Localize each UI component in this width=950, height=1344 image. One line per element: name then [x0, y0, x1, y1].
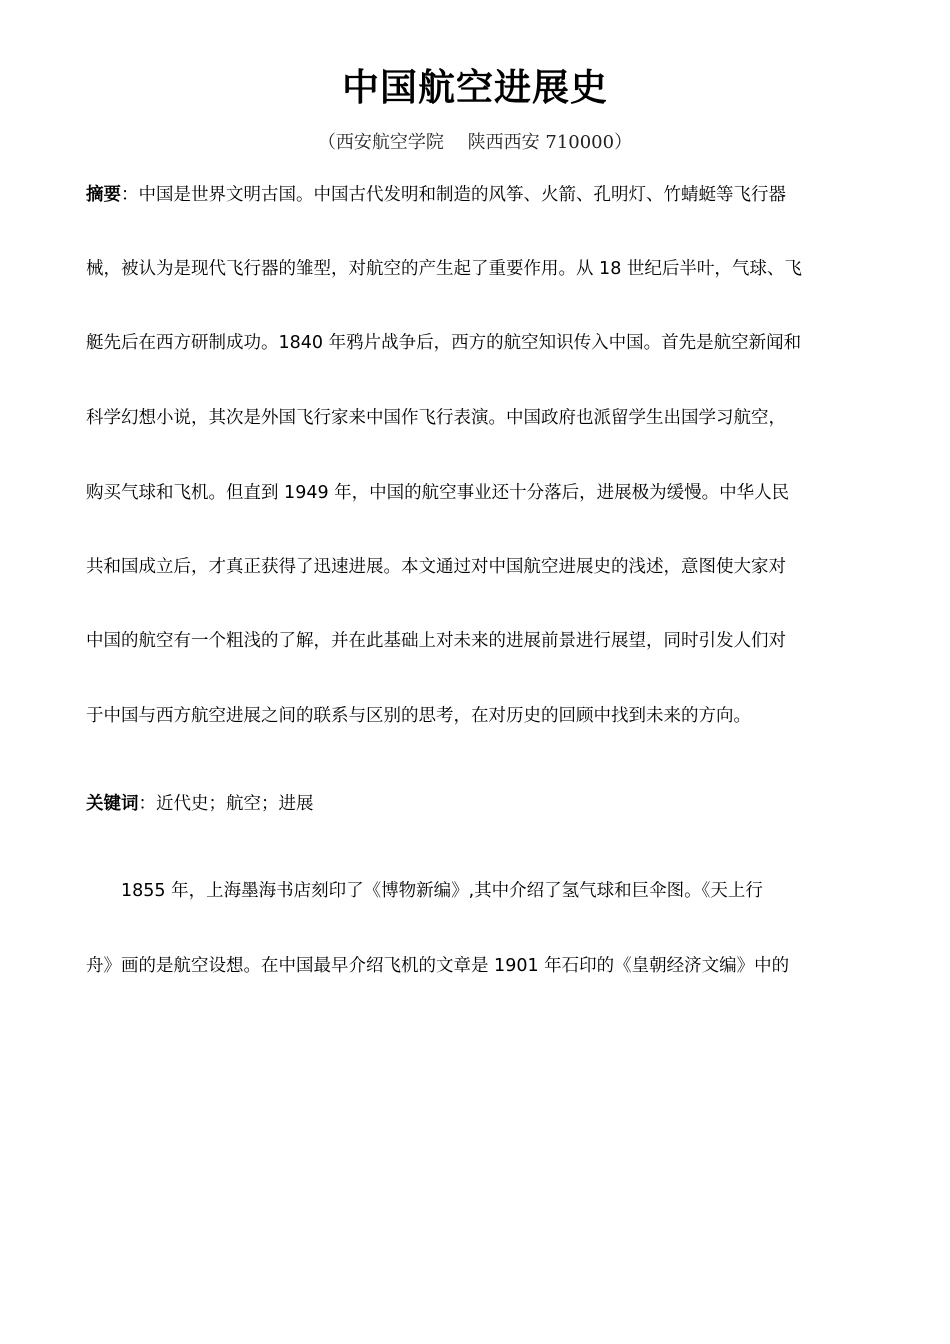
body-line-1: 1855 年，上海墨海书店刻印了《博物新编》,其中介绍了氢气球和巨伞图。《天上行: [86, 881, 763, 901]
abstract-line-5: 购买气球和飞机。但直到 1949 年，中国的航空事业还十分落后，进展极为缓慢。中华人民: [86, 483, 790, 503]
keywords-text: 近代史；航空；进展: [156, 794, 314, 814]
abstract-line-2: 械，被认为是现代飞行器的雏型，对航空的产生起了重要作用。从 18 世纪后半叶，气球、飞: [86, 259, 802, 279]
abstract-line-1: [86, 180, 876, 210]
abstract-separator: ：: [121, 185, 139, 205]
keywords-line: [86, 789, 876, 819]
abstract-line-8: 于中国与西方航空进展之间的联系与区别的思考，在对历史的回顾中找到未来的方向。: [86, 706, 751, 726]
keywords-label: 关键词: [86, 794, 139, 814]
abstract-text-line: 中国是世界文明古国。中国古代发明和制造的风筝、火箭、孔明灯、竹蜻蜓等飞行器: [138, 185, 786, 205]
document-title: 中国航空进展史: [342, 66, 608, 109]
author-affiliation: （西安航空学院 陕西西安 710000）: [317, 132, 633, 153]
abstract-line-7: 中国的航空有一个粗浅的了解，并在此基础上对未来的进展前景进行展望，同时引发人们对: [86, 631, 786, 651]
abstract-line-3: 艇先后在西方研制成功。1840 年鸦片战争后，西方的航空知识传入中国。首先是航空新闻和: [86, 333, 802, 353]
abstract-line-4: 科学幻想小说，其次是外国飞行家来中国作飞行表演。中国政府也派留学生出国学习航空，: [86, 408, 786, 428]
body-line-2: 舟》画的是航空设想。在中国最早介绍飞机的文章是 1901 年石印的《皇朝经济文编》中的: [86, 956, 790, 976]
abstract-label: 摘要: [86, 185, 121, 205]
keywords-separator: ：: [138, 794, 156, 814]
abstract-line-6: 共和国成立后，才真正获得了迅速进展。本文通过对中国航空进展史的浅述，意图使大家对: [86, 557, 786, 577]
